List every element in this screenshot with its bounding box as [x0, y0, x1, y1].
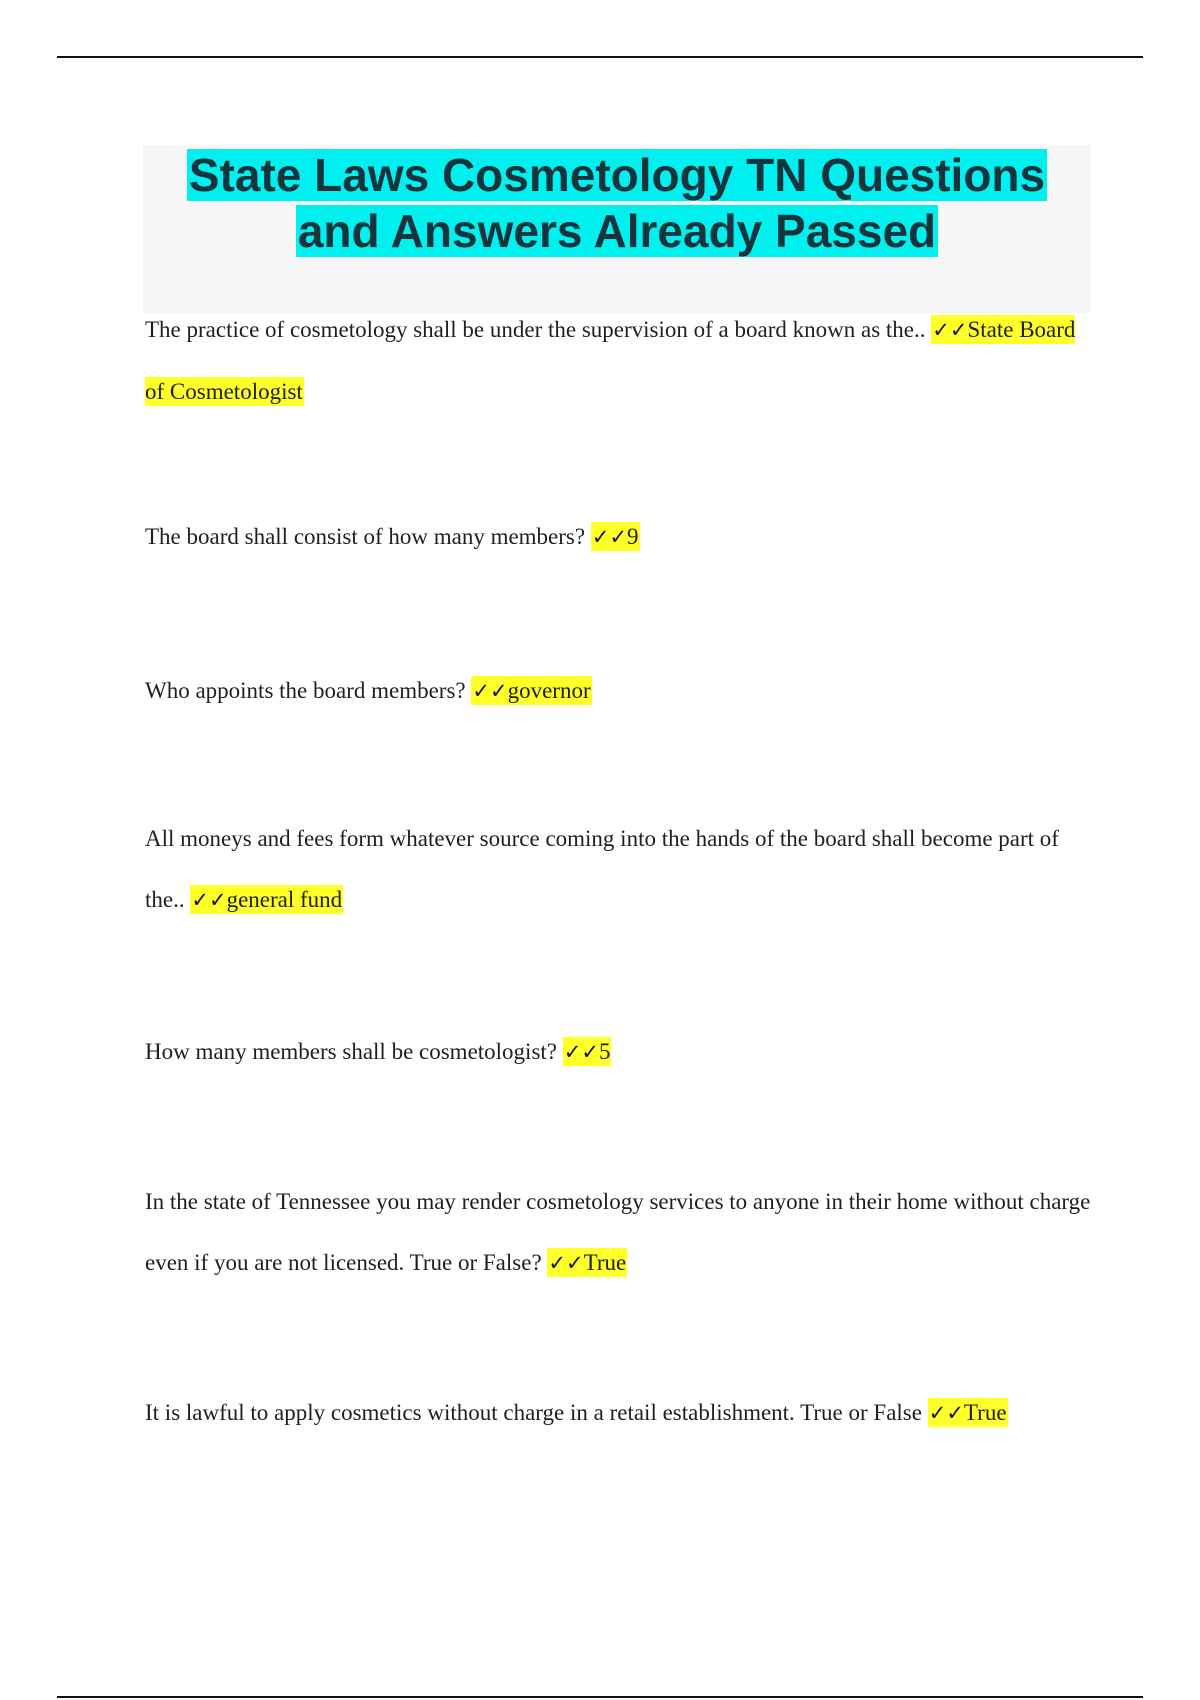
qa-item-2 [145, 506, 1095, 568]
question-text: The board shall consist of how many members? [145, 524, 591, 549]
answer-highlight [928, 1398, 1008, 1427]
question-text: Who appoints the board members? [145, 678, 472, 703]
answer-highlight [591, 522, 640, 551]
answer-text: State Board of Cosmetologist [145, 317, 1076, 404]
answer-text: 5 [598, 1039, 611, 1064]
document-title [143, 145, 1091, 259]
double-check-icon: ✓✓ [548, 1251, 584, 1275]
bottom-rule [57, 1696, 1143, 1698]
question-text: The practice of cosmetology shall be under the supervision of a board known as the.. [145, 317, 932, 342]
answer-text: 9 [627, 524, 639, 549]
top-rule [57, 56, 1143, 58]
double-check-icon: ✓✓ [472, 679, 508, 703]
qa-item-5 [145, 1021, 1095, 1083]
answer-highlight [190, 885, 343, 914]
question-text: In the state of Tennessee you may render cosmetology services to anyone in their home without charge even if you are not licensed. True or False? [145, 1189, 1091, 1275]
answer-text: general fund [226, 887, 343, 912]
question-text: All moneys and fees form whatever source coming into the hands of the board shall become part of the.. [145, 826, 1059, 912]
title-line-2: and Answers Already Passed [297, 205, 937, 257]
title-line-1: State Laws Cosmetology TN Questions [188, 149, 1046, 201]
title-block [143, 145, 1091, 313]
answer-text: True [583, 1250, 627, 1275]
double-check-icon: ✓✓ [932, 318, 968, 342]
answer-highlight [471, 676, 591, 705]
answer-highlight [563, 1037, 612, 1066]
qa-item-7 [145, 1382, 1095, 1444]
answer-highlight [547, 1248, 627, 1277]
qa-item-6 [145, 1171, 1095, 1294]
qa-item-3 [145, 660, 1095, 722]
double-check-icon: ✓✓ [928, 1401, 964, 1425]
question-text: How many members shall be cosmetologist? [145, 1039, 563, 1064]
double-check-icon: ✓✓ [563, 1040, 599, 1064]
question-text: It is lawful to apply cosmetics without charge in a retail establishment. True or False [145, 1400, 928, 1425]
double-check-icon: ✓✓ [591, 525, 628, 549]
answer-text: True [963, 1400, 1007, 1425]
qa-item-4 [145, 808, 1095, 931]
qa-item-1 [145, 299, 1095, 422]
answer-text: governor [507, 678, 591, 703]
double-check-icon: ✓✓ [191, 888, 227, 912]
